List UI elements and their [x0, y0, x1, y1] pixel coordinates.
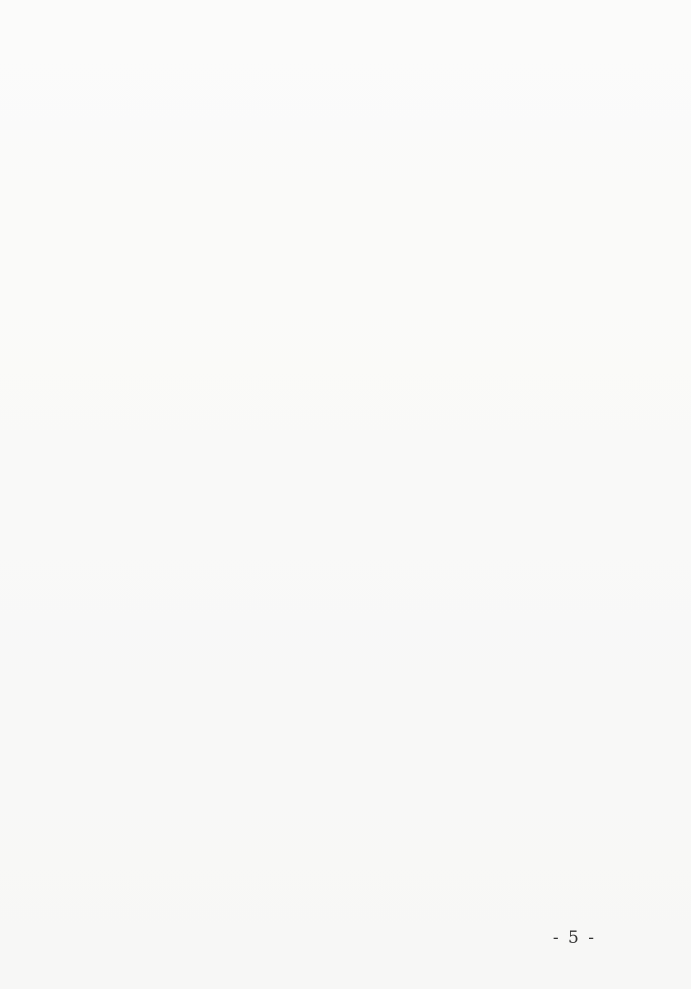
page-number: - 5 - — [552, 928, 596, 948]
